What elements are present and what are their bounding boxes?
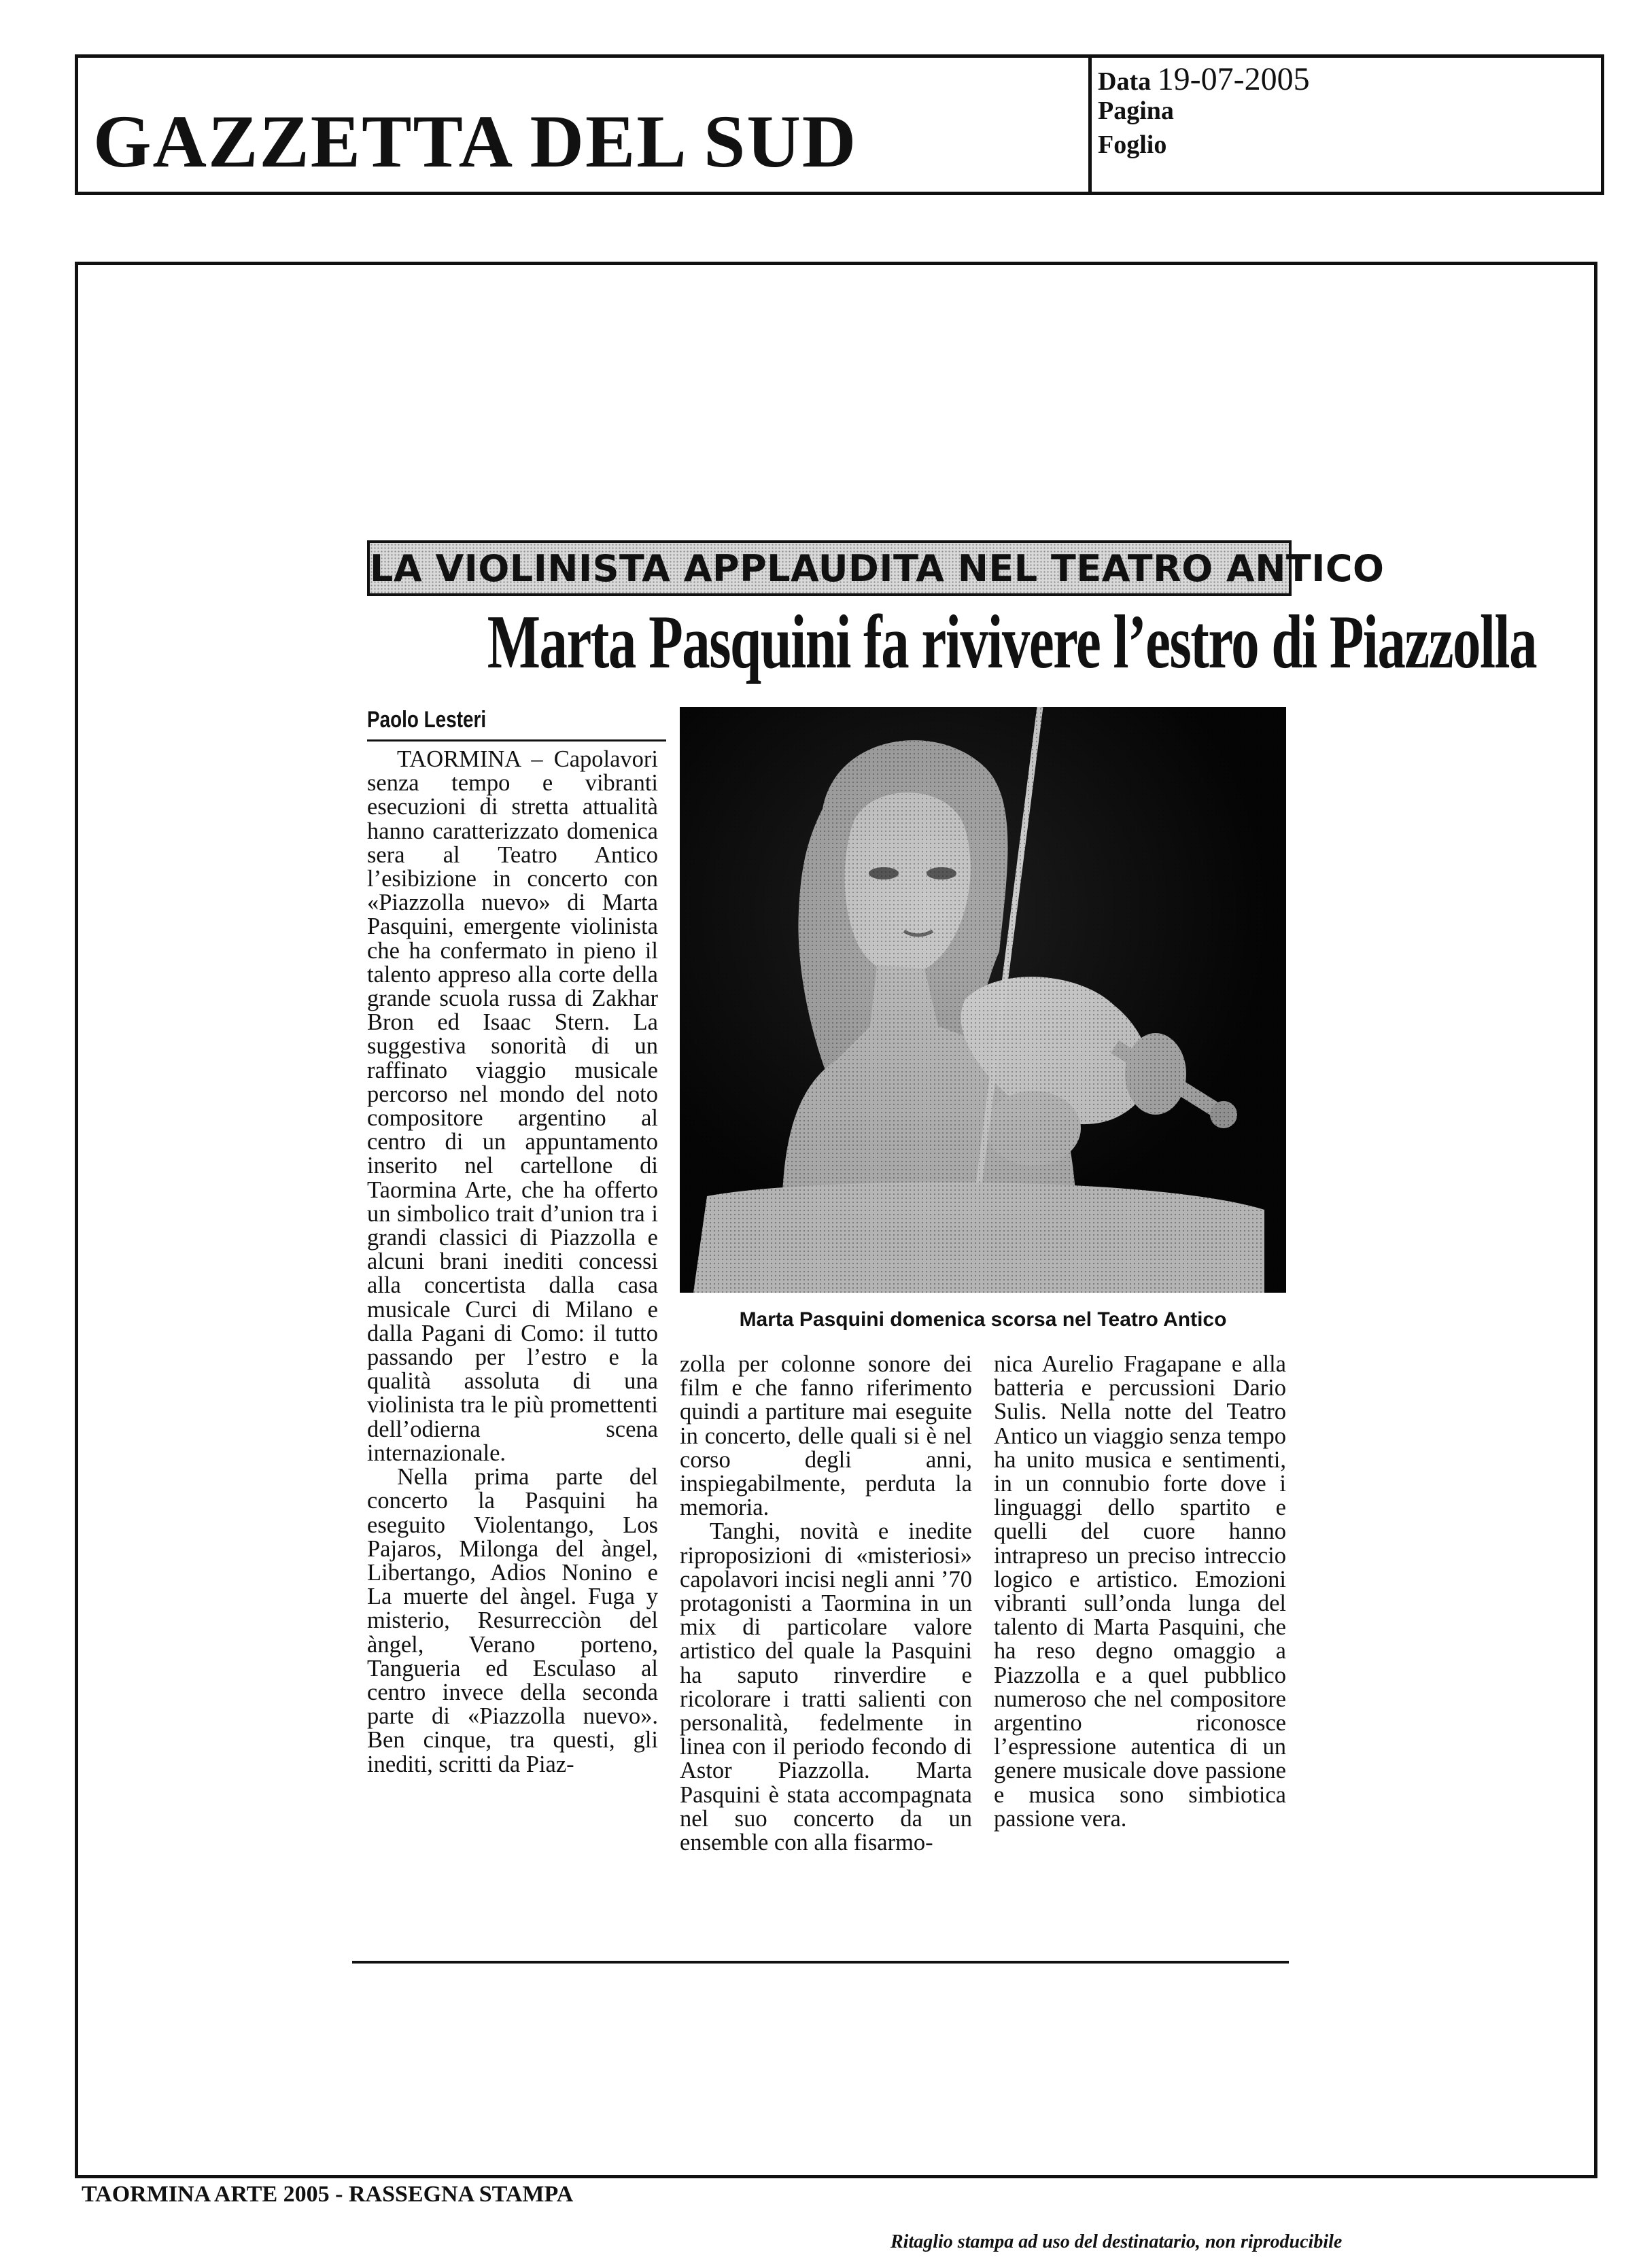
page-row [1098, 96, 1174, 126]
sheet-label: Foglio [1098, 130, 1167, 159]
page-label: Pagina [1098, 97, 1174, 125]
article-column-3 [994, 1353, 1286, 1831]
article-column-2 [680, 1353, 972, 1855]
byline-rule [367, 739, 666, 742]
column-3-paragraph-1: nica Aurelio Fragapane e alla batteria e percussioni Dario Sulis. Nella notte del Teatro Antico un viaggio senza tempo ha unito musica e sentimenti, in un connubio forte dove i linguaggi dello spartito e quelli del cuore hanno intrapreso un preciso intreccio logico e artistico. Emozioni vibranti sull’onda lunga del talento di Marta Pasquini, che ha reso degno omaggio a Piazzolla e a quel pubblico numeroso che nel compositore argentino riconosce l’espressione autentica di un genere musicale dove passione e musica sono simbiotica passione vera. [994, 1351, 1286, 1832]
article-headline: Marta Pasquini fa rivivere l’estro di Piazzolla [487, 600, 1537, 684]
date-label: Data [1098, 67, 1152, 96]
column-1-paragraph-2: Nella prima parte del concerto la Pasquini ha eseguito Violentango, Los Pajaros, Milonga del àngel, Libertango, Adios Nonino e La muerte del àngel. Fuga y misterio, Resurrecciòn del àngel, Verano porteno, Tangueria ed Esculaso al centro invece della seconda parte di «Piazzolla nuevo». Ben cinque, tra questi, gli inediti, scritti da Piaz- [367, 1464, 658, 1777]
sheet-row [1098, 130, 1166, 160]
date-value: 19-07-2005 [1157, 61, 1310, 97]
footer-disclaimer: Ritaglio stampa ad uso del destinatario, non riproducibile [890, 2231, 1343, 2252]
photo-caption: Marta Pasquini domenica scorsa nel Teatro Antico [739, 1308, 1227, 1331]
article-byline: Paolo Lesteri [367, 707, 487, 733]
article-bottom-rule [352, 1961, 1289, 1964]
date-row [1098, 60, 1310, 98]
column-2-paragraph-1: zolla per colonne sonore dei film e che fanno riferimento quindi a partiture mai eseguite in concerto, delle quali si è nel corso degli anni, inspiegabilmente, perduta la memoria. [680, 1351, 972, 1521]
kicker-box [367, 540, 1385, 596]
article-kicker: LA VIOLINISTA APPLAUDITA NEL TEATRO ANTICO [370, 547, 1385, 590]
newspaper-title: GAZZETTA DEL SUD [93, 100, 858, 183]
article-column-1 [367, 748, 658, 1777]
masthead-box [75, 54, 1604, 195]
footer-source: TAORMINA ARTE 2005 - RASSEGNA STAMPA [82, 2182, 574, 2207]
column-1-paragraph-1: TAORMINA – Capolavori senza tempo e vibranti esecuzioni di stretta attualità hanno caratterizzato domenica sera al Teatro Antico l’esibizione in concerto con «Piazzolla nuevo» di Marta Pasquini, emergente violinista che ha confermato in pieno il talento appreso alla corte della grande scuola russa di Zakhar Bron ed Isaac Stern. La suggestiva sonorità di un raffinato viaggio musicale percorso nel mondo del noto compositore argentino al centro di un appuntamento inserito nel cartellone di Taormina Arte, che ha offerto un simbolico trait d’union tra i grandi classici di Piazzolla e alcuni brani inediti concessi alla concertista dalla casa musicale Curci di Milano e dalla Pagani di Como: il tutto passando per l’estro e la qualità assoluta di una violinista tra le più promettenti dell’odierna scena internazionale. [367, 746, 658, 1466]
masthead-divider [1088, 58, 1092, 192]
article-photo [680, 707, 1286, 1293]
column-2-paragraph-2: Tanghi, novità e inedite riproposizioni di «misteriosi» capolavori incisi negli anni ’70 protagonisti a Taormina in un mix di particolare valore artistico del quale la Pasquini ha saputo rinverdire e ricolorare i tratti salienti con personalità, fedelmente in linea con il periodo fecondo di Astor Piazzolla. Marta Pasquini è stata accompagnata nel suo concerto da un ensemble con alla fisarmo- [680, 1518, 972, 1856]
violinist-photo-illustration [680, 707, 1286, 1293]
